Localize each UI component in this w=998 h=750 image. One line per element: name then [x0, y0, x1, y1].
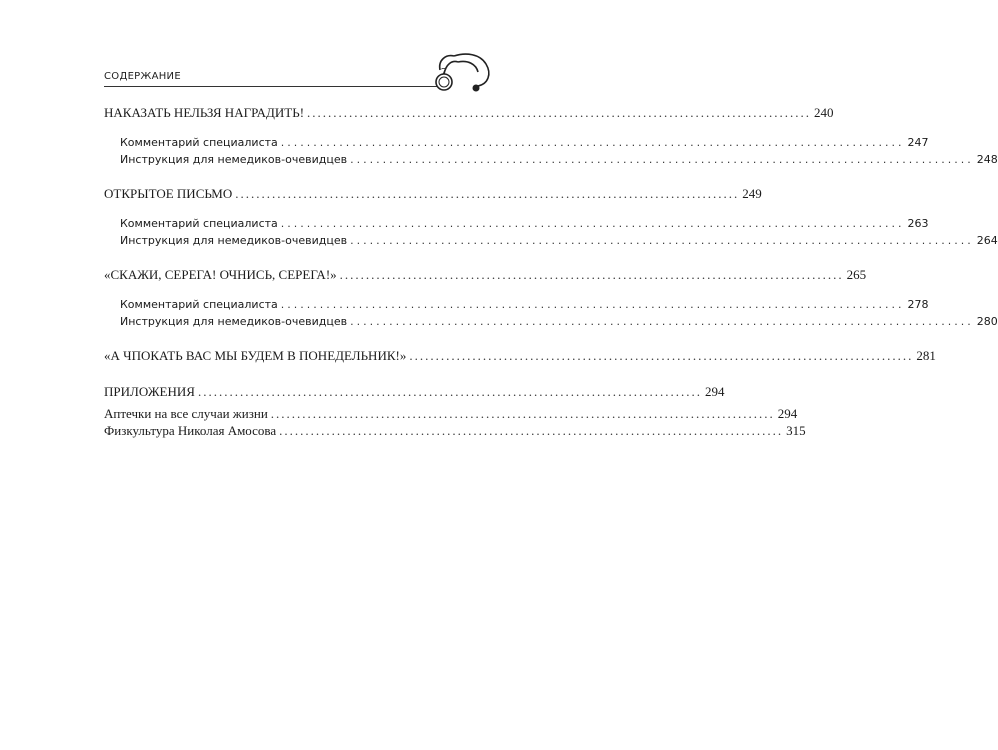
toc-page-number: 265 [846, 267, 867, 282]
toc-page-number: 280 [976, 315, 998, 328]
toc-page-number: 294 [704, 384, 725, 399]
dot-leader: ................................................................................................ [235, 186, 740, 201]
toc-subitem-title: Инструкция для немедиков-очевидцев [120, 153, 348, 166]
running-header [104, 70, 440, 87]
toc-subitem[interactable] [104, 134, 929, 151]
toc-chapter-title: «А ЧПОКАТЬ ВАС МЫ БУДЕМ В ПОНЕДЕЛЬНИК!» [104, 348, 407, 363]
table-of-contents [104, 104, 998, 439]
toc-chapter[interactable] [104, 185, 762, 202]
toc-page-number: 281 [916, 348, 936, 363]
toc-page-number: 240 [814, 105, 834, 120]
toc-subitem-title: Комментарий специалиста [120, 217, 278, 230]
dot-leader: ................................................................................................ [307, 105, 812, 120]
toc-subitem[interactable] [104, 215, 929, 232]
dot-leader: ................................................................................................ [339, 267, 844, 282]
toc-subitem[interactable] [104, 232, 998, 249]
toc-page-number: 278 [907, 298, 929, 311]
toc-chapter[interactable] [104, 266, 867, 283]
toc-chapter-title: ОТКРЫТОЕ ПИСЬМО [104, 186, 233, 201]
toc-chapter[interactable] [104, 104, 834, 121]
toc-subitem[interactable] [104, 151, 998, 168]
toc-subitem-title: Инструкция для немедиков-очевидцев [120, 234, 348, 247]
dot-leader: ................................................................................................ [280, 136, 905, 149]
toc-appendix-item[interactable] [104, 405, 798, 422]
toc-chapter-title: «СКАЖИ, СЕРЕГА! ОЧНИСЬ, СЕРЕГА!» [104, 267, 337, 282]
dot-leader: ................................................................................................ [280, 298, 905, 311]
toc-chapter-title: ПРИЛОЖЕНИЯ [104, 384, 195, 399]
toc-subitem[interactable] [104, 296, 929, 313]
header-title: СОДЕРЖАНИЕ [104, 71, 181, 82]
dot-leader: ................................................................................................ [350, 315, 974, 328]
toc-page-number: 315 [786, 423, 806, 438]
toc-appendix-item[interactable] [104, 422, 806, 439]
toc-page-number: 263 [907, 217, 929, 230]
toc-chapter[interactable] [104, 347, 936, 364]
toc-page-number: 294 [777, 406, 798, 421]
toc-subitem-title: Комментарий специалиста [120, 136, 278, 149]
dot-leader: ................................................................................................ [350, 153, 974, 166]
toc-subitem-title: Инструкция для немедиков-очевидцев [120, 315, 348, 328]
toc-subitem[interactable] [104, 313, 998, 330]
toc-subitem-title: Физкультура Николая Амосова [104, 423, 277, 438]
toc-chapter-title: НАКАЗАТЬ НЕЛЬЗЯ НАГРАДИТЬ! [104, 105, 305, 120]
toc-page-number: 249 [742, 186, 762, 201]
toc-page-number: 247 [907, 136, 929, 149]
page-number: 7 [441, 67, 446, 78]
toc-subitem-title: Комментарий специалиста [120, 298, 278, 311]
dot-leader: ................................................................................................ [350, 234, 974, 247]
toc-page-number: 264 [976, 234, 998, 247]
dot-leader: ................................................................................................ [270, 406, 775, 421]
dot-leader: ................................................................................................ [409, 348, 914, 363]
dot-leader: ................................................................................................ [280, 217, 905, 230]
toc-subitem-title: Аптечки на все случаи жизни [104, 406, 268, 421]
dot-leader: ................................................................................................ [279, 423, 784, 438]
dot-leader: ................................................................................................ [197, 384, 702, 399]
toc-page-number: 248 [976, 153, 998, 166]
toc-appendix-heading[interactable] [104, 383, 725, 400]
